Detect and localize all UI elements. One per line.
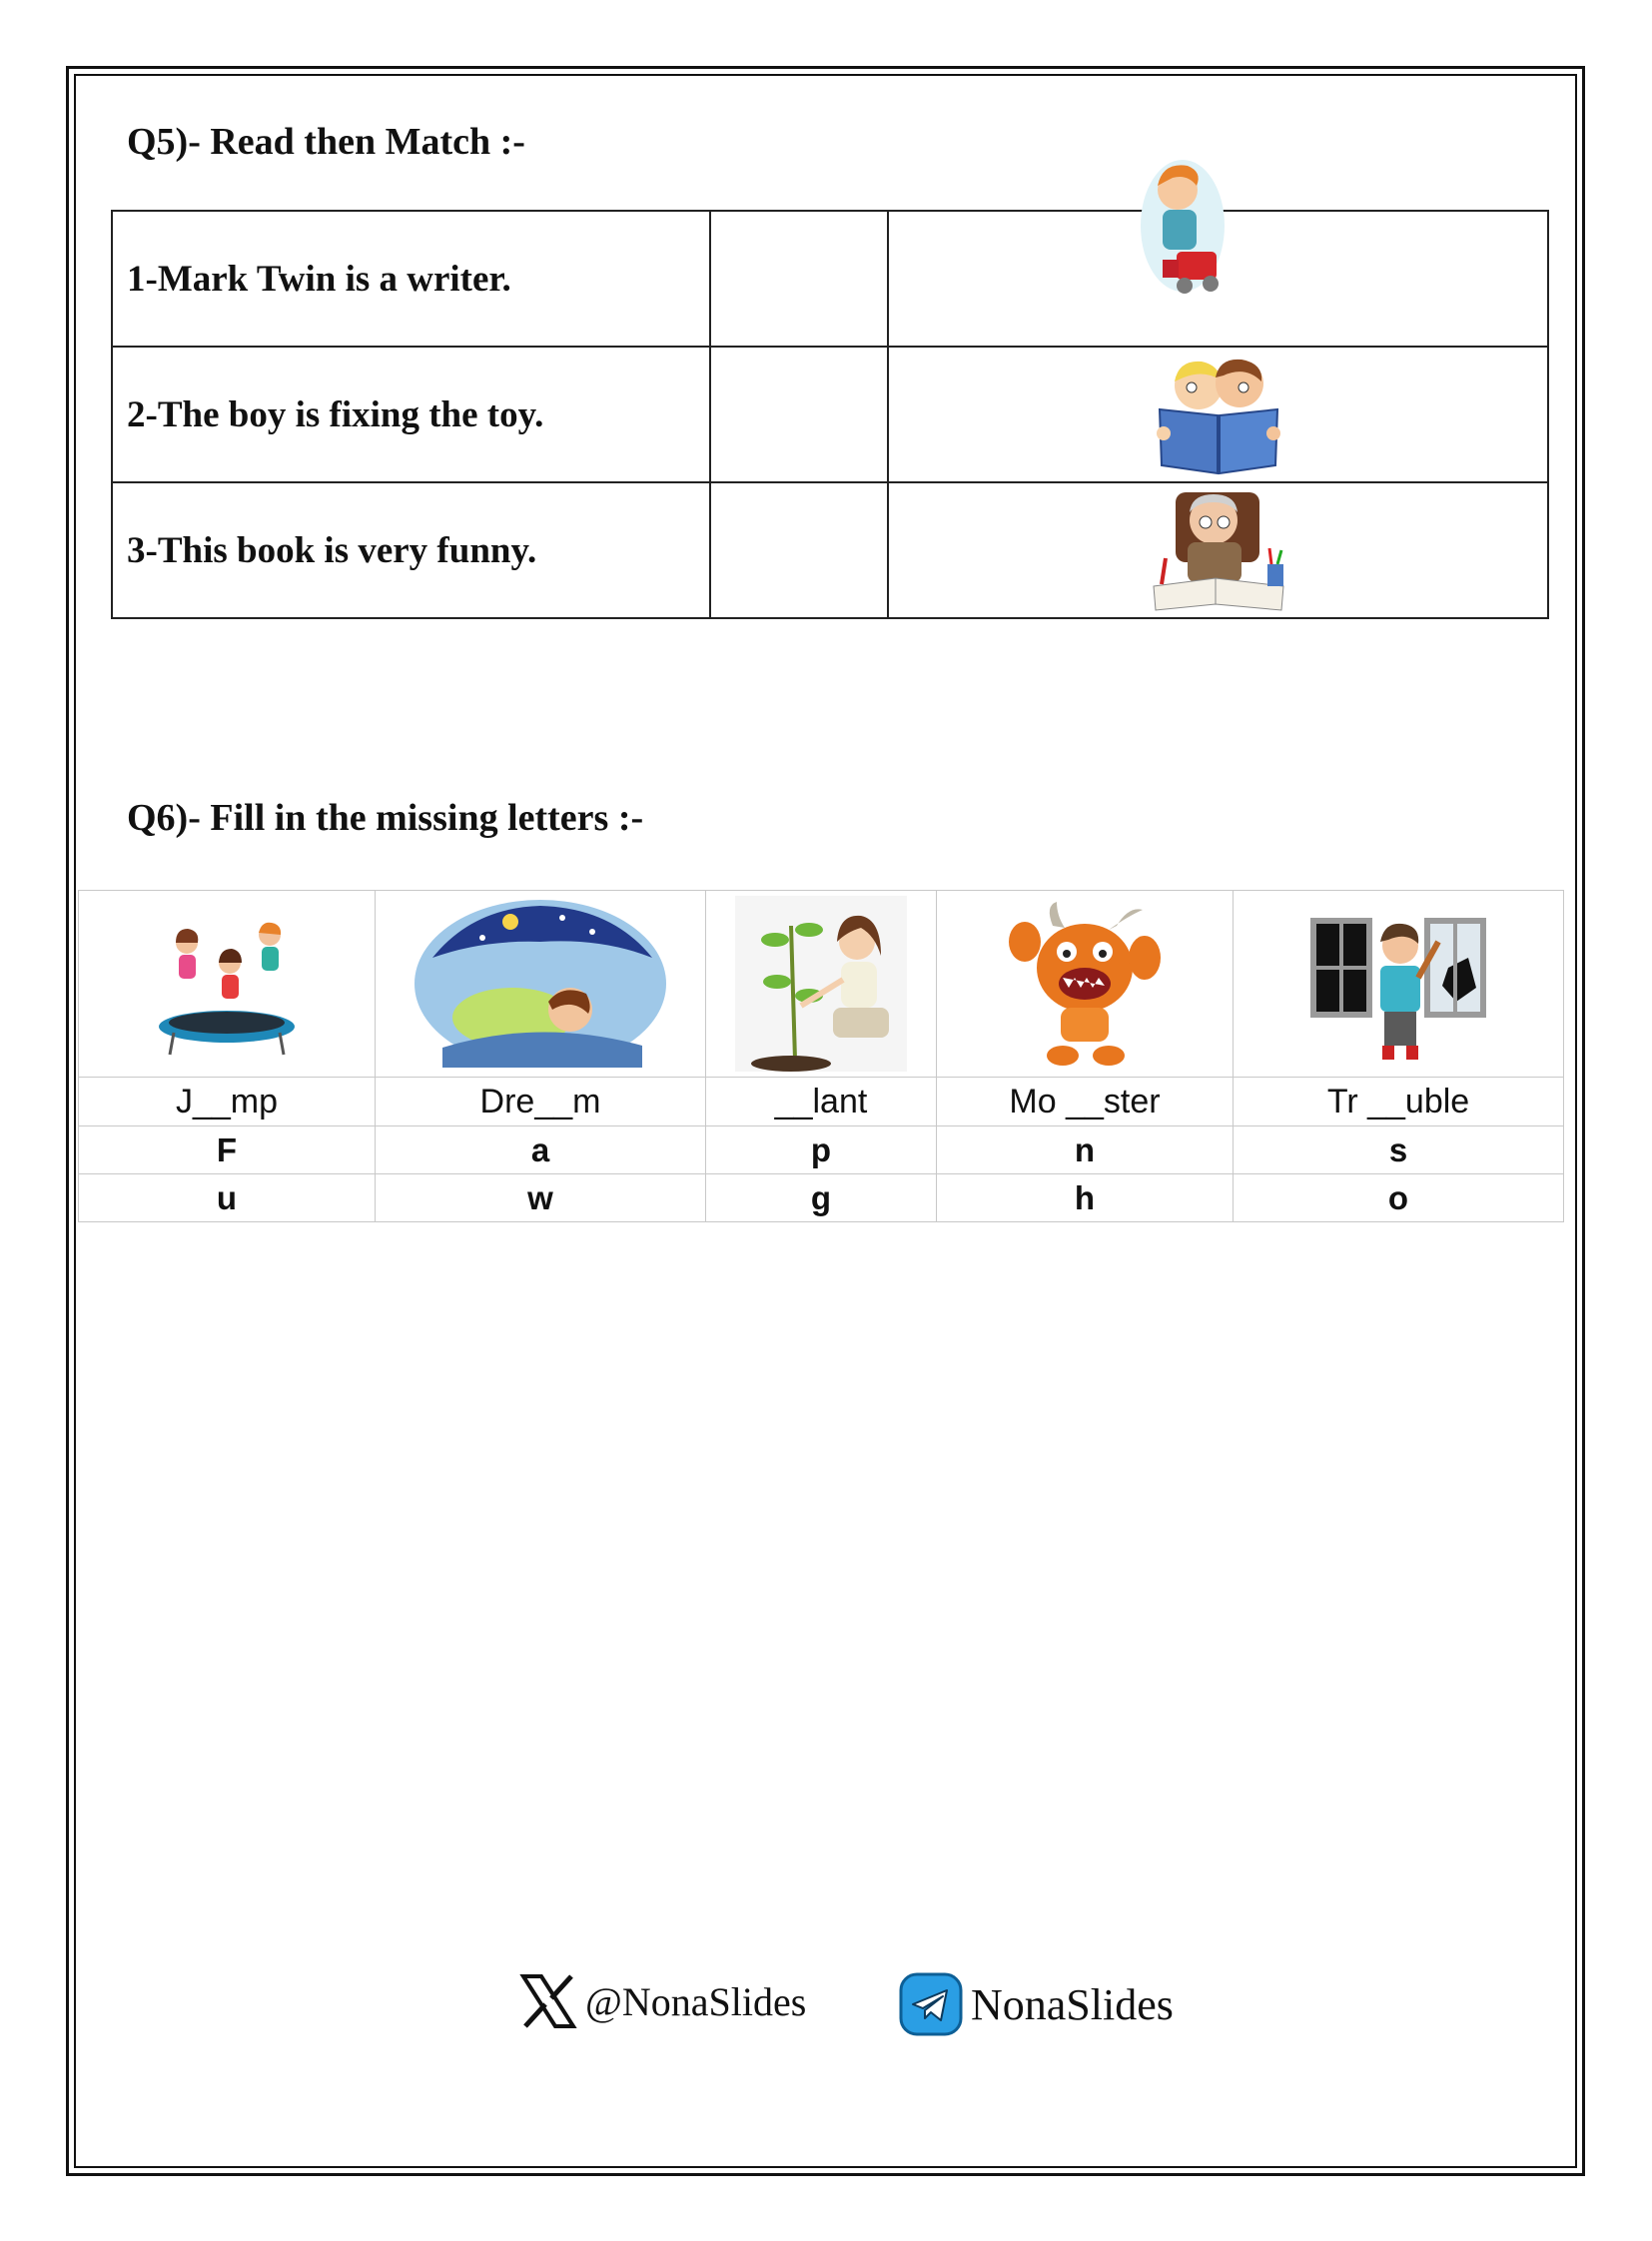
word-jump: J__mp <box>79 1078 376 1126</box>
picture-cell-2 <box>888 347 1548 482</box>
word-dream: Dre__m <box>376 1078 706 1126</box>
footer-telegram[interactable] <box>899 1972 1174 2036</box>
old-man-writing-image <box>1144 486 1293 614</box>
table-row <box>112 347 1548 482</box>
trampoline-cell <box>79 891 376 1078</box>
answer-blank-3[interactable] <box>710 482 888 618</box>
telegram-name-text: NonaSlides <box>971 1979 1174 2029</box>
boy-broken-window-image <box>1308 898 1488 1070</box>
word-plant: __lant <box>706 1078 937 1126</box>
letter-option-row-1 <box>79 1126 1564 1174</box>
sentence-2: 2-The boy is fixing the toy. <box>112 347 710 482</box>
picture-row <box>79 891 1564 1078</box>
letter-option: s <box>1234 1126 1564 1174</box>
letter-option-row-2 <box>79 1174 1564 1222</box>
answer-blank-1[interactable] <box>710 211 888 347</box>
sentence-1: 1-Mark Twin is a writer. <box>112 211 710 347</box>
kids-reading-book-image <box>1154 354 1283 475</box>
table-row <box>112 211 1548 347</box>
table-row <box>112 482 1548 618</box>
letter-option: F <box>79 1126 376 1174</box>
letter-option: g <box>706 1174 937 1222</box>
trouble-cell <box>1234 891 1564 1078</box>
telegram-icon <box>899 1972 963 2036</box>
boy-dreaming-image <box>413 898 668 1070</box>
sentence-3: 3-This book is very funny. <box>112 482 710 618</box>
picture-cell-3 <box>888 482 1548 618</box>
word-monster: Mo __ster <box>937 1078 1234 1126</box>
letter-option: n <box>937 1126 1234 1174</box>
monster-cell <box>937 891 1234 1078</box>
kids-trampoline-image <box>152 909 302 1059</box>
footer-x-handle[interactable] <box>519 1972 806 2030</box>
orange-monster-image <box>1005 898 1165 1070</box>
fill-letters-table <box>78 890 1564 1222</box>
woman-planting-image <box>735 896 907 1072</box>
plant-cell <box>706 891 937 1078</box>
letter-option: p <box>706 1126 937 1174</box>
letter-option: u <box>79 1174 376 1222</box>
q5-title: Q5)- Read then Match :- <box>127 121 525 163</box>
letter-option: w <box>376 1174 706 1222</box>
q6-title: Q6)- Fill in the missing letters :- <box>127 797 644 839</box>
answer-blank-2[interactable] <box>710 347 888 482</box>
dream-cell <box>376 891 706 1078</box>
word-trouble: Tr __uble <box>1234 1078 1564 1126</box>
x-handle-text: @NonaSlides <box>585 1978 807 2024</box>
letter-option: o <box>1234 1174 1564 1222</box>
letter-option: h <box>937 1174 1234 1222</box>
letter-option: a <box>376 1126 706 1174</box>
boy-fixing-toy-image <box>1133 156 1233 296</box>
match-table <box>111 210 1549 619</box>
picture-cell-1 <box>888 211 1548 347</box>
words-row <box>79 1078 1564 1126</box>
x-logo-icon <box>519 1972 577 2030</box>
